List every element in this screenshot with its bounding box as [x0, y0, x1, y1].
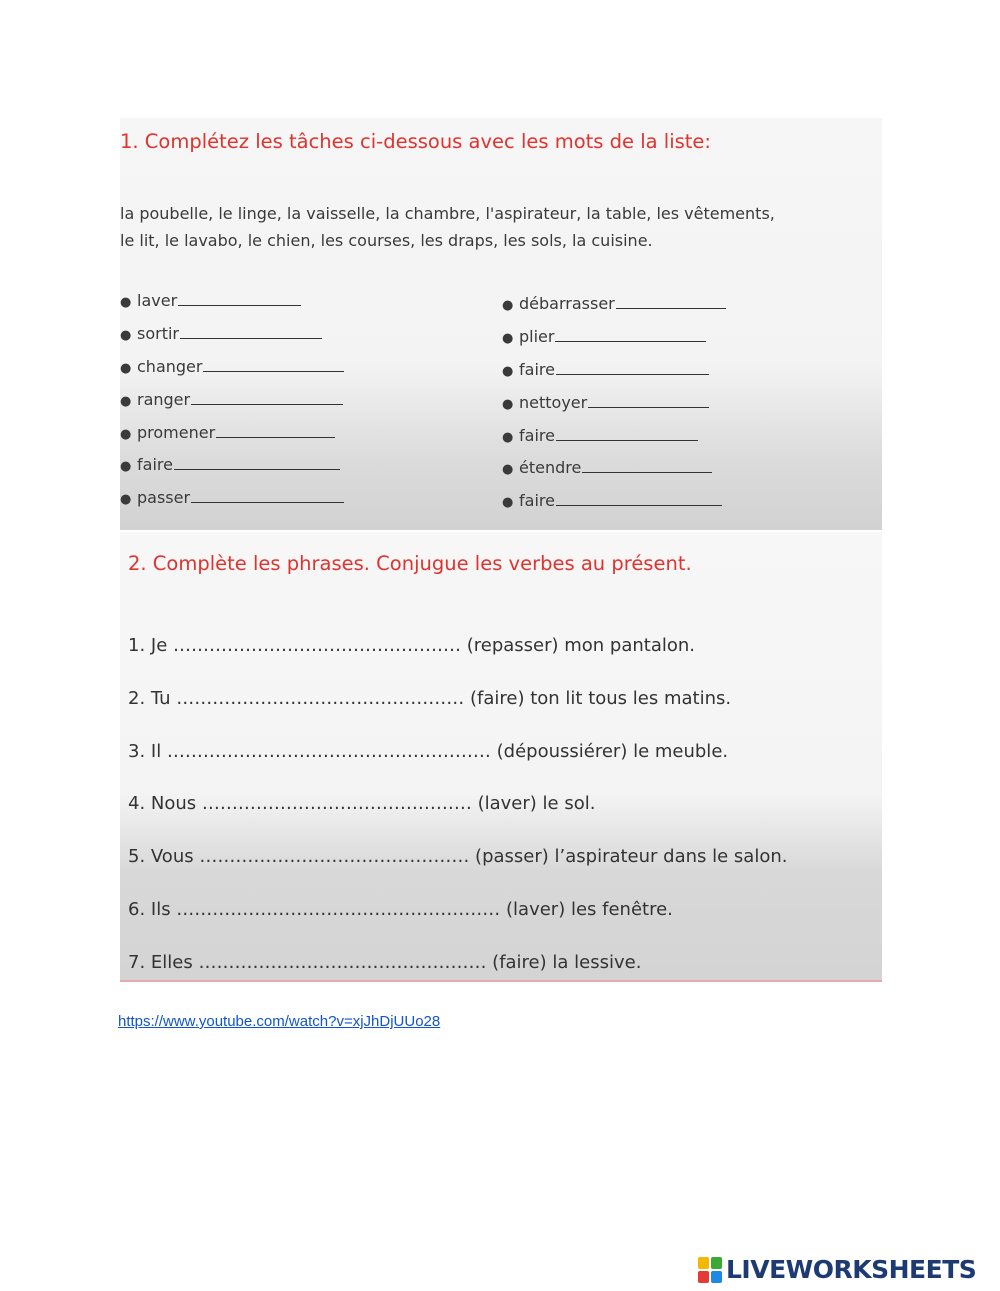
- bullet-icon: ●: [502, 495, 514, 510]
- bullet-icon: ●: [120, 295, 132, 310]
- answer-blank[interactable]: [178, 291, 301, 306]
- sentence-item[interactable]: 3. Il ……………………………………………… (dépoussiérer) le meuble.: [128, 741, 729, 762]
- answer-blank[interactable]: [216, 423, 335, 438]
- bullet-icon: ●: [120, 328, 132, 343]
- exercise-2-title: 2. Complète les phrases. Conjugue les verbes au présent.: [128, 552, 692, 575]
- answer-blank[interactable]: [556, 426, 698, 441]
- bullet-icon: ●: [502, 462, 514, 477]
- exercise-1-panel: [120, 118, 882, 530]
- task-item: [120, 455, 340, 474]
- answer-blank[interactable]: [191, 390, 343, 405]
- exercise-1-title: 1. Complétez les tâches ci-dessous avec les mots de la liste:: [120, 130, 711, 153]
- bullet-icon: ●: [502, 430, 514, 445]
- task-verb: faire: [137, 455, 173, 474]
- task-verb: faire: [519, 491, 555, 510]
- bullet-icon: ●: [120, 361, 132, 376]
- task-verb: plier: [519, 327, 555, 346]
- task-verb: étendre: [519, 458, 582, 477]
- answer-blank[interactable]: [616, 294, 726, 309]
- bullet-icon: ●: [120, 459, 132, 474]
- task-item: [502, 360, 709, 379]
- youtube-link[interactable]: https://www.youtube.com/watch?v=xjJhDjUUo28: [118, 1013, 441, 1030]
- task-item: [120, 488, 344, 507]
- task-verb: ranger: [137, 390, 191, 409]
- task-verb: débarrasser: [519, 294, 615, 313]
- task-item: [120, 357, 344, 376]
- task-item: [502, 393, 709, 412]
- answer-blank[interactable]: [588, 393, 709, 408]
- answer-blank[interactable]: [555, 327, 706, 342]
- task-verb: changer: [137, 357, 203, 376]
- answer-blank[interactable]: [556, 360, 709, 375]
- bullet-icon: ●: [502, 397, 514, 412]
- task-item: [502, 458, 712, 477]
- bullet-icon: ●: [120, 492, 132, 507]
- answer-blank[interactable]: [174, 455, 340, 470]
- task-item: [120, 324, 322, 343]
- task-verb: promener: [137, 423, 216, 442]
- logo-text: LIVEWORKSHEETS: [726, 1255, 977, 1284]
- sentence-item[interactable]: 7. Elles ………………………………………… (faire) la lessive.: [128, 952, 642, 973]
- logo-square: [698, 1257, 709, 1269]
- answer-blank[interactable]: [203, 357, 344, 372]
- sentence-item[interactable]: 6. Ils ……………………………………………… (laver) les fenêtre.: [128, 899, 673, 920]
- logo-square: [711, 1271, 722, 1283]
- task-item: [502, 426, 698, 445]
- answer-blank[interactable]: [556, 491, 722, 506]
- task-item: [120, 390, 343, 409]
- task-verb: sortir: [137, 324, 179, 343]
- task-verb: laver: [137, 291, 178, 310]
- logo-icon: [698, 1257, 722, 1283]
- logo-square: [698, 1271, 709, 1283]
- task-verb: faire: [519, 360, 555, 379]
- word-list-line: la poubelle, le linge, la vaisselle, la chambre, l'aspirateur, la table, les vêtements,: [120, 204, 775, 223]
- bullet-icon: ●: [502, 331, 514, 346]
- task-item: [502, 327, 706, 346]
- word-list: [120, 200, 860, 254]
- sentence-item[interactable]: 1. Je ………………………………………… (repasser) mon pantalon.: [128, 635, 696, 656]
- answer-blank[interactable]: [191, 488, 344, 503]
- task-verb: nettoyer: [519, 393, 588, 412]
- answer-blank[interactable]: [582, 458, 712, 473]
- task-verb: passer: [137, 488, 191, 507]
- liveworksheets-logo: [698, 1255, 976, 1284]
- sentence-item[interactable]: 2. Tu ………………………………………… (faire) ton lit tous les matins.: [128, 688, 732, 709]
- logo-square: [711, 1257, 722, 1269]
- bullet-icon: ●: [502, 298, 514, 313]
- sentence-item[interactable]: 5. Vous ……………………………………… (passer) l’aspirateur dans le salon.: [128, 846, 788, 867]
- task-item: [502, 491, 722, 510]
- bullet-icon: ●: [120, 427, 132, 442]
- word-list-line: le lit, le lavabo, le chien, les courses, les draps, les sols, la cuisine.: [120, 231, 653, 250]
- task-verb: faire: [519, 426, 555, 445]
- task-item: [502, 294, 726, 313]
- task-item: [120, 423, 335, 442]
- answer-blank[interactable]: [180, 324, 322, 339]
- bullet-icon: ●: [502, 364, 514, 379]
- sentence-item[interactable]: 4. Nous ……………………………………… (laver) le sol.: [128, 793, 596, 814]
- exercise-2-panel: [120, 532, 882, 982]
- bullet-icon: ●: [120, 394, 132, 409]
- task-item: [120, 291, 301, 310]
